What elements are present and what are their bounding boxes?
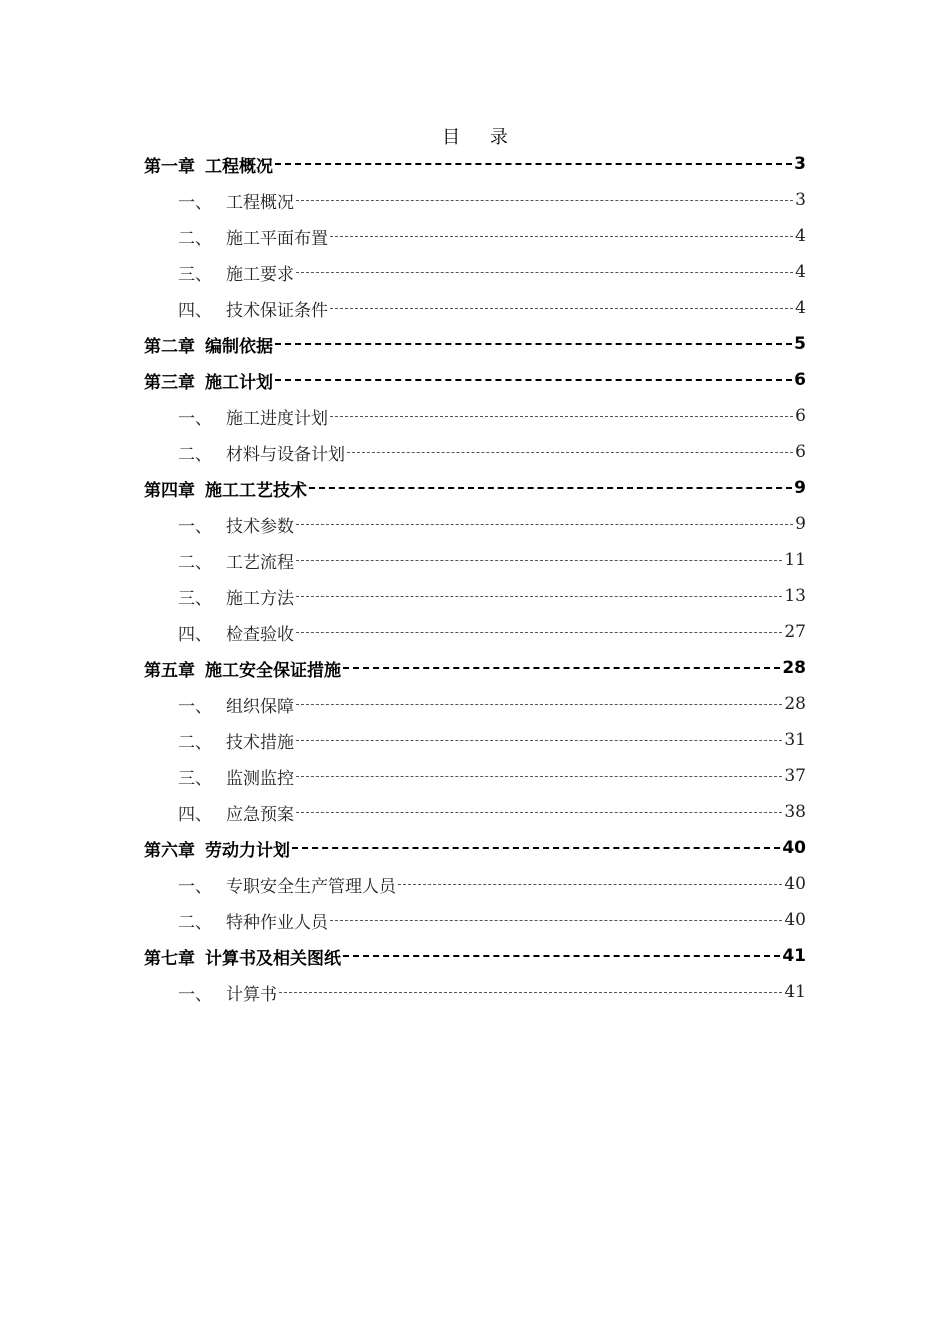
toc-dot-leader [296, 200, 793, 201]
toc-entry-label [144, 368, 273, 393]
toc-entry-number: 二、 [178, 552, 212, 573]
toc-entry-text: 工艺流程 [226, 552, 294, 573]
toc-dot-leader [279, 992, 782, 993]
toc-dot-leader [296, 740, 782, 741]
toc-dot-leader [296, 272, 793, 273]
toc-entry-number: 第一章 [144, 156, 195, 177]
toc-entry-label [144, 836, 290, 861]
toc-entry-label [178, 620, 294, 645]
toc-dot-leader [296, 560, 782, 561]
toc-entry-label [144, 656, 341, 681]
toc-dot-leader [296, 704, 782, 705]
toc-entry-label [144, 476, 307, 501]
toc-page-number: 40 [782, 838, 806, 858]
toc-entry-text: 专职安全生产管理人员 [226, 876, 396, 897]
toc-chapter-entry[interactable] [144, 326, 806, 362]
toc-entry-number: 第七章 [144, 948, 195, 969]
toc-page-number: 38 [784, 802, 806, 822]
toc-entry-label [178, 692, 294, 717]
toc-entry-number: 四、 [178, 300, 212, 321]
toc-entry-number: 一、 [178, 516, 212, 537]
toc-entry-number: 第六章 [144, 840, 195, 861]
toc-section-entry[interactable] [144, 902, 806, 938]
toc-entry-text: 计算书及相关图纸 [205, 948, 341, 969]
toc-page-number: 5 [794, 334, 806, 354]
toc-page-number: 6 [794, 370, 806, 390]
toc-dot-leader [330, 236, 793, 237]
toc-entry-number: 第二章 [144, 336, 195, 357]
toc-section-entry[interactable] [144, 758, 806, 794]
table-of-contents [144, 146, 806, 1010]
toc-section-entry[interactable] [144, 506, 806, 542]
toc-entry-label [178, 512, 294, 537]
toc-dot-leader [309, 487, 792, 489]
toc-section-entry[interactable] [144, 722, 806, 758]
toc-entry-text: 劳动力计划 [205, 840, 290, 861]
toc-chapter-entry[interactable] [144, 470, 806, 506]
toc-chapter-entry[interactable] [144, 938, 806, 974]
toc-entry-label [178, 260, 294, 285]
toc-section-entry[interactable] [144, 578, 806, 614]
toc-entry-text: 施工计划 [205, 372, 273, 393]
toc-entry-label [178, 296, 328, 321]
toc-dot-leader [330, 920, 782, 921]
toc-section-entry[interactable] [144, 794, 806, 830]
toc-entry-number: 三、 [178, 264, 212, 285]
toc-dot-leader [343, 667, 780, 669]
toc-entry-label [178, 440, 345, 465]
toc-dot-leader [275, 163, 792, 165]
toc-section-entry[interactable] [144, 542, 806, 578]
toc-entry-text: 工程概况 [205, 156, 273, 177]
toc-entry-label [144, 152, 273, 177]
toc-page-number: 31 [784, 730, 806, 750]
toc-dot-leader [296, 632, 782, 633]
toc-entry-text: 应急预案 [226, 804, 294, 825]
toc-entry-number: 一、 [178, 408, 212, 429]
toc-chapter-entry[interactable] [144, 146, 806, 182]
toc-page-number: 28 [784, 694, 806, 714]
toc-page-number: 9 [794, 478, 806, 498]
toc-page-number: 13 [784, 586, 806, 606]
toc-page-number: 40 [784, 910, 806, 930]
toc-dot-leader [330, 308, 793, 309]
toc-dot-leader [296, 596, 782, 597]
toc-entry-text: 技术保证条件 [226, 300, 328, 321]
toc-entry-label [178, 908, 328, 933]
toc-dot-leader [296, 776, 782, 777]
toc-entry-label [178, 728, 294, 753]
toc-page-number: 11 [784, 550, 806, 570]
toc-entry-text: 技术参数 [226, 516, 294, 537]
toc-page-number: 3 [795, 190, 806, 210]
toc-entry-text: 技术措施 [226, 732, 294, 753]
toc-entry-number: 三、 [178, 768, 212, 789]
toc-entry-label [178, 980, 277, 1005]
toc-section-entry[interactable] [144, 866, 806, 902]
toc-dot-leader [275, 379, 792, 381]
toc-entry-number: 一、 [178, 876, 212, 897]
toc-section-entry[interactable] [144, 974, 806, 1010]
toc-page-number: 41 [782, 946, 806, 966]
toc-dot-leader [292, 847, 780, 849]
toc-page-number: 37 [784, 766, 806, 786]
toc-section-entry[interactable] [144, 182, 806, 218]
toc-entry-text: 施工进度计划 [226, 408, 328, 429]
toc-entry-number: 三、 [178, 588, 212, 609]
toc-entry-label [178, 872, 396, 897]
toc-entry-label [178, 224, 328, 249]
toc-title: 目 录 [442, 127, 520, 148]
toc-section-entry[interactable] [144, 254, 806, 290]
toc-entry-number: 四、 [178, 624, 212, 645]
toc-entry-label [178, 404, 328, 429]
toc-entry-text: 检查验收 [226, 624, 294, 645]
toc-section-entry[interactable] [144, 686, 806, 722]
toc-entry-label [178, 800, 294, 825]
toc-section-entry[interactable] [144, 218, 806, 254]
toc-dot-leader [343, 955, 780, 957]
toc-entry-number: 二、 [178, 912, 212, 933]
toc-entry-number: 第三章 [144, 372, 195, 393]
toc-dot-leader [296, 812, 782, 813]
toc-entry-number: 一、 [178, 192, 212, 213]
toc-entry-text: 编制依据 [205, 336, 273, 357]
toc-page-number: 40 [784, 874, 806, 894]
toc-page-number: 3 [794, 154, 806, 174]
toc-entry-number: 第五章 [144, 660, 195, 681]
toc-chapter-entry[interactable] [144, 650, 806, 686]
toc-entry-text: 特种作业人员 [226, 912, 328, 933]
toc-page-number: 4 [795, 298, 806, 318]
toc-dot-leader [398, 884, 782, 885]
toc-entry-number: 一、 [178, 696, 212, 717]
toc-entry-number: 第四章 [144, 480, 195, 501]
toc-section-entry[interactable] [144, 398, 806, 434]
toc-page-number: 4 [795, 226, 806, 246]
toc-page-number: 27 [784, 622, 806, 642]
toc-entry-text: 施工方法 [226, 588, 294, 609]
toc-entry-label [178, 584, 294, 609]
toc-entry-text: 组织保障 [226, 696, 294, 717]
toc-page-number: 6 [795, 442, 806, 462]
toc-entry-text: 计算书 [226, 984, 277, 1005]
toc-chapter-entry[interactable] [144, 830, 806, 866]
toc-entry-text: 施工要求 [226, 264, 294, 285]
toc-dot-leader [275, 343, 792, 345]
toc-entry-number: 二、 [178, 228, 212, 249]
toc-dot-leader [330, 416, 793, 417]
toc-entry-label [144, 944, 341, 969]
toc-page-number: 6 [795, 406, 806, 426]
toc-page-number: 41 [784, 982, 806, 1002]
toc-dot-leader [296, 524, 793, 525]
toc-entry-number: 二、 [178, 732, 212, 753]
toc-entry-label [178, 188, 294, 213]
toc-entry-label [178, 764, 294, 789]
toc-entry-text: 施工安全保证措施 [205, 660, 341, 681]
toc-entry-text: 监测监控 [226, 768, 294, 789]
toc-entry-number: 一、 [178, 984, 212, 1005]
toc-dot-leader [347, 452, 793, 453]
toc-section-entry[interactable] [144, 614, 806, 650]
toc-page-number: 4 [795, 262, 806, 282]
toc-entry-number: 四、 [178, 804, 212, 825]
toc-section-entry[interactable] [144, 290, 806, 326]
toc-entry-label [178, 548, 294, 573]
toc-section-entry[interactable] [144, 434, 806, 470]
toc-entry-number: 二、 [178, 444, 212, 465]
toc-page-number: 9 [795, 514, 806, 534]
toc-entry-text: 施工工艺技术 [205, 480, 307, 501]
toc-entry-text: 材料与设备计划 [226, 444, 345, 465]
toc-chapter-entry[interactable] [144, 362, 806, 398]
toc-entry-text: 施工平面布置 [226, 228, 328, 249]
toc-page-number: 28 [782, 658, 806, 678]
toc-entry-text: 工程概况 [226, 192, 294, 213]
toc-entry-label [144, 332, 273, 357]
